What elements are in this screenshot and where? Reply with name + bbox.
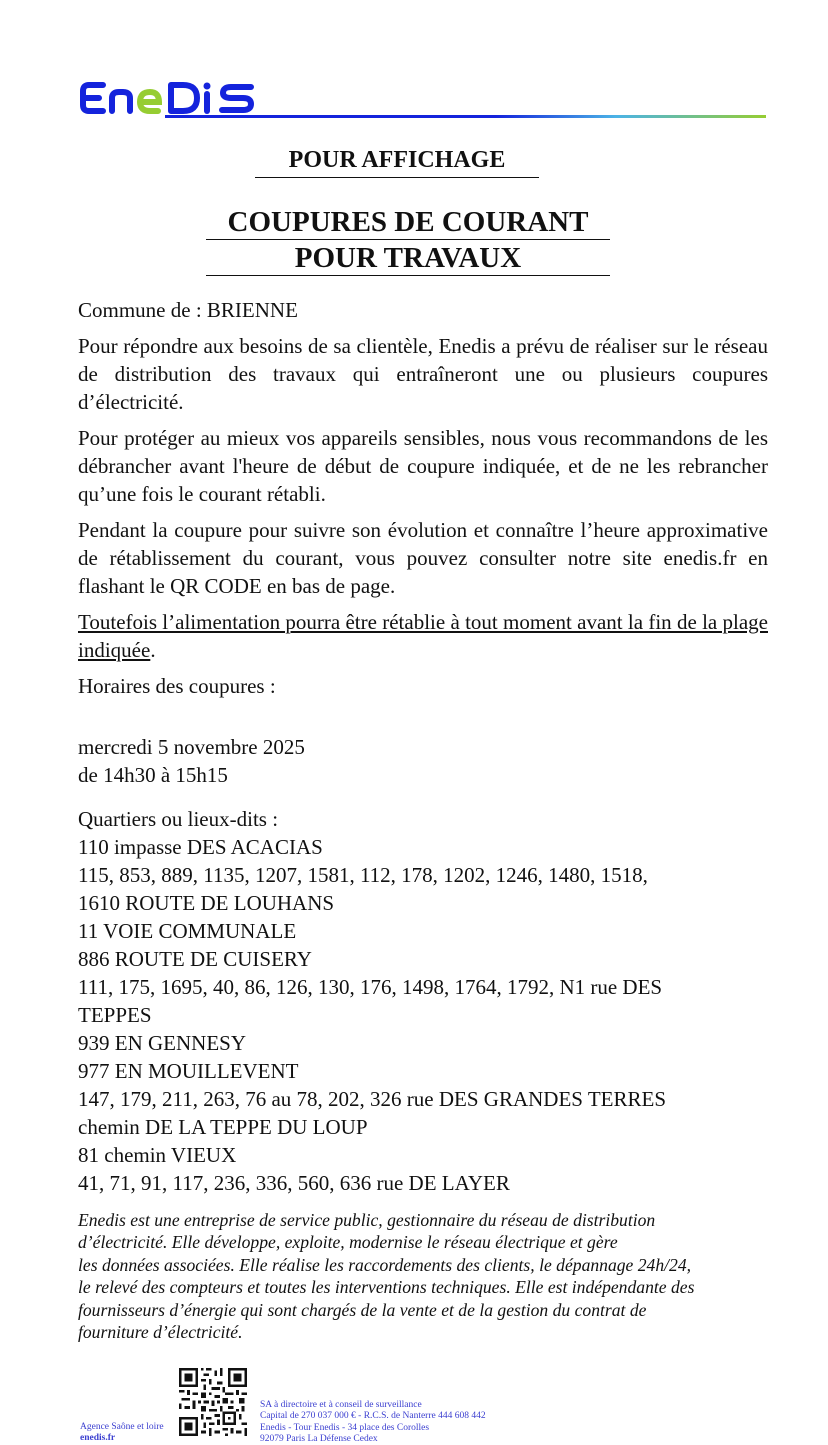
company-description [78,1209,768,1343]
outage-date: mercredi 5 novembre 2025 [78,735,305,759]
commune: Commune de : BRIENNE [78,298,298,322]
list-item: chemin DE LA TEPPE DU LOUP [78,1115,368,1139]
agency-info [80,1422,164,1444]
note-line: d’électricité. Elle développe, exploite, modernise le réseau électrique et gère [78,1232,618,1253]
list-item: 1610 ROUTE DE LOUHANS [78,891,335,915]
paragraph-tracking: Pendant la coupure pour suivre son évolution et connaître l’heure approximative de rétablissement du courant, vous pouvez consulter notre site enedis.fr en flashant le QR CODE en bas de page. [78,518,768,598]
list-item: 111, 175, 1695, 40, 86, 126, 130, 176, 1498, 1764, 1792, N1 rue DES [78,975,663,999]
paragraph-intro: Pour répondre aux besoins de sa clientèle, Enedis a prévu de réaliser sur le réseau de distribution des travaux qui entraîneront une ou plusieurs coupures d’électricité. [78,334,768,414]
note-line: Enedis est une entreprise de service public, gestionnaire du réseau de distribution [78,1210,656,1230]
legal-line: Capital de 270 037 000 € - R.C.S. de Nanterre 444 608 442 [260,1411,486,1422]
enedis-logo [79,78,255,118]
schedule-label: Horaires des coupures : [78,674,276,698]
note-line: fourniture d’électricité. [78,1322,243,1343]
quartiers-list [78,833,768,1197]
agency-link[interactable]: enedis.fr [80,1433,116,1443]
note-line: les données associées. Elle réalise les raccordements des clients, le dépannage 24h/24, [78,1254,692,1275]
display-notice-heading: POUR AFFICHAGE [255,145,539,178]
list-item: 147, 179, 211, 263, 76 au 78, 202, 326 rue DES GRANDES TERRES [78,1087,666,1111]
list-item: 41, 71, 91, 117, 236, 336, 560, 636 rue DE LAYER [78,1171,510,1195]
main-title-line-2: POUR TRAVAUX [206,241,610,276]
list-item: TEPPES [78,1003,152,1027]
outage-hours: de 14h30 à 15h15 [78,763,228,787]
list-item: 11 VOIE COMMUNALE [78,919,297,943]
list-item: 115, 853, 889, 1135, 1207, 1581, 112, 178, 1202, 1246, 1480, 1518, [78,863,648,887]
legal-line: Enedis - Tour Enedis - 34 place des Corolles [260,1422,430,1433]
quartiers-label: Quartiers ou lieux-dits : [78,807,279,831]
restoration-warning: Toutefois l’alimentation pourra être rétablie à tout moment avant la fin de la plage indiquée [78,610,768,662]
list-item: 110 impasse DES ACACIAS [78,835,323,859]
legal-line: SA à directoire et à conseil de surveillance [260,1400,422,1410]
paragraph-advice: Pour protéger au mieux vos appareils sensibles, nous vous recommandons de les débrancher avant l'heure de début de coupure indiquée, et de ne les rebrancher qu’une fois le courant rétabli. [78,426,768,506]
legal-info [260,1400,486,1445]
note-line: le relevé des compteurs et toutes les interventions techniques. Elle est indépendante des [78,1277,695,1298]
list-item: 939 EN GENNESY [78,1031,246,1055]
main-title-line-1: COUPURES DE COURANT [206,205,610,240]
restoration-period: . [150,638,156,662]
paragraph-restoration [78,608,768,664]
note-line: fournisseurs d’énergie qui sont chargés de la vente et de la gestion du contrat de [78,1299,647,1320]
agency-name: Agence Saône et loire [80,1422,164,1432]
list-item: 977 EN MOUILLEVENT [78,1059,299,1083]
list-item: 886 ROUTE DE CUISERY [78,947,312,971]
legal-line: 92079 Paris La Défense Cedex [260,1433,378,1444]
logo-underline [165,115,766,118]
qr-code[interactable] [179,1368,247,1436]
list-item: 81 chemin VIEUX [78,1143,237,1167]
